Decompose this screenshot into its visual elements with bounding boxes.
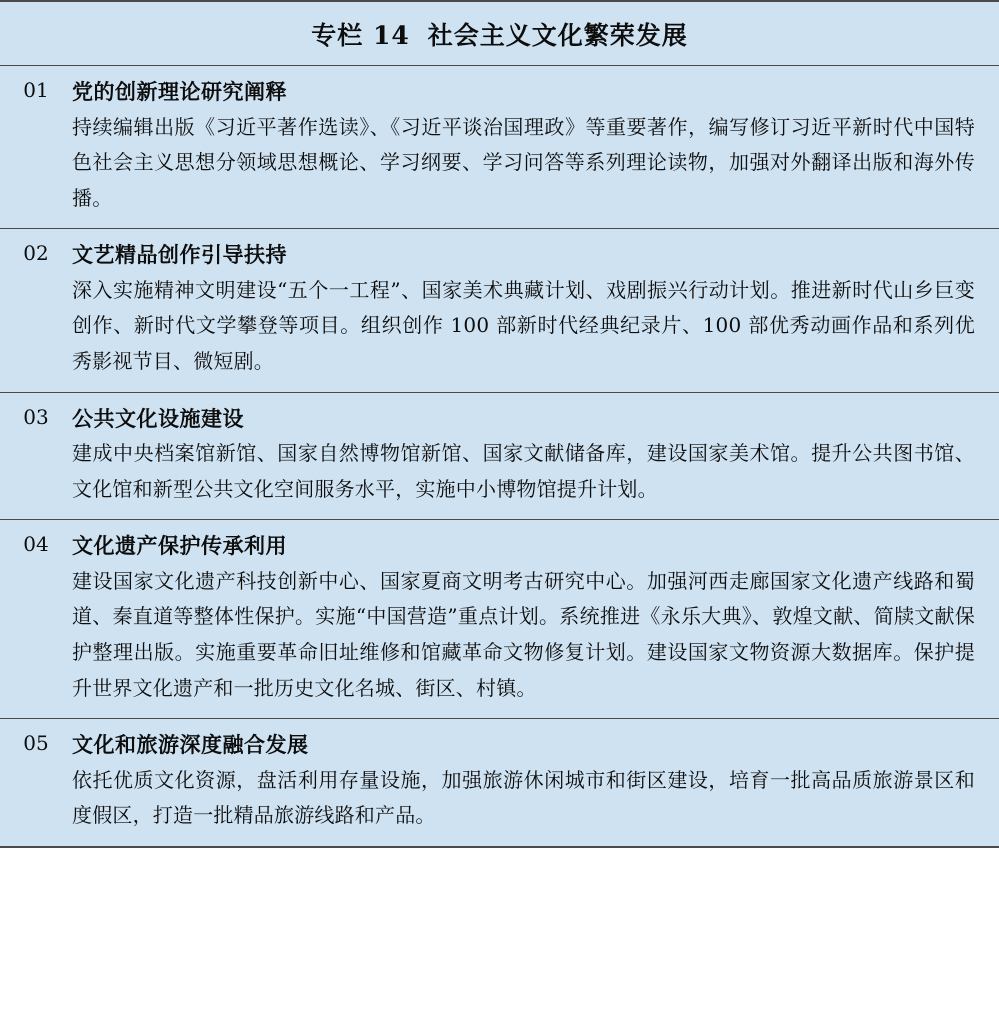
item-text: 依托优质文化资源，盘活利用存量设施，加强旅游休闲城市和街区建设，培育一批高品质旅游景区和度假区，打造一批精品旅游线路和产品。 [72, 767, 975, 828]
item-body [72, 229, 999, 391]
item-number: 05 [23, 731, 49, 756]
item-body [72, 520, 999, 718]
list-item [0, 393, 999, 521]
page-title [0, 2, 999, 66]
item-number: 03 [23, 404, 49, 429]
item-body [72, 66, 999, 228]
item-number: 02 [23, 241, 49, 266]
box-title-main: 社会主义文化繁荣发展 [427, 21, 688, 50]
item-body [72, 393, 999, 520]
box-title-prefix: 专栏 14 [311, 21, 410, 50]
item-title: 文化和旅游深度融合发展 [72, 732, 309, 758]
item-title: 文化遗产保护传承利用 [72, 533, 287, 559]
list-item [0, 719, 999, 846]
list-item [0, 66, 999, 229]
list-item [0, 229, 999, 392]
item-text: 建成中央档案馆新馆、国家自然博物馆新馆、国家文献储备库，建设国家美术馆。提升公共图书馆、文化馆和新型公共文化空间服务水平，实施中小博物馆提升计划。 [72, 441, 975, 501]
item-number: 01 [23, 78, 49, 102]
item-text: 深入实施精神文明建设“五个一工程”、国家美术典藏计划、戏剧振兴行动计划。推进新时代山乡巨变创作、新时代文学攀登等项目。组织创作 100 部新时代经典纪录片、100 部优秀动画作品和系列优秀影视节目、微短剧。 [72, 277, 975, 373]
item-title: 党的创新理论研究阐释 [72, 79, 287, 104]
item-title: 公共文化设施建设 [72, 405, 244, 431]
item-text: 建设国家文化遗产科技创新中心、国家夏商文明考古研究中心。加强河西走廊国家文化遗产线路和蜀道、秦直道等整体性保护。实施“中国营造”重点计划。系统推进《永乐大典》、敦煌文献、简牍文献保护整理出版。实施重要革命旧址维修和馆藏革命文物修复计划。建设国家文物资源大数据库。保护提升世界文化遗产和一批历史文化名城、街区、村镇。 [72, 568, 975, 700]
list-item [0, 520, 999, 719]
item-text: 持续编辑出版《习近平著作选读》、《习近平谈治国理政》等重要著作，编写修订习近平新时代中国特色社会主义思想分领域思想概论、学习纲要、学习问答等系列理论读物，加强对外翻译出版和海外传播。 [72, 114, 975, 210]
item-body [72, 719, 999, 846]
item-title: 文艺精品创作引导扶持 [72, 242, 287, 268]
item-number: 04 [23, 532, 49, 557]
